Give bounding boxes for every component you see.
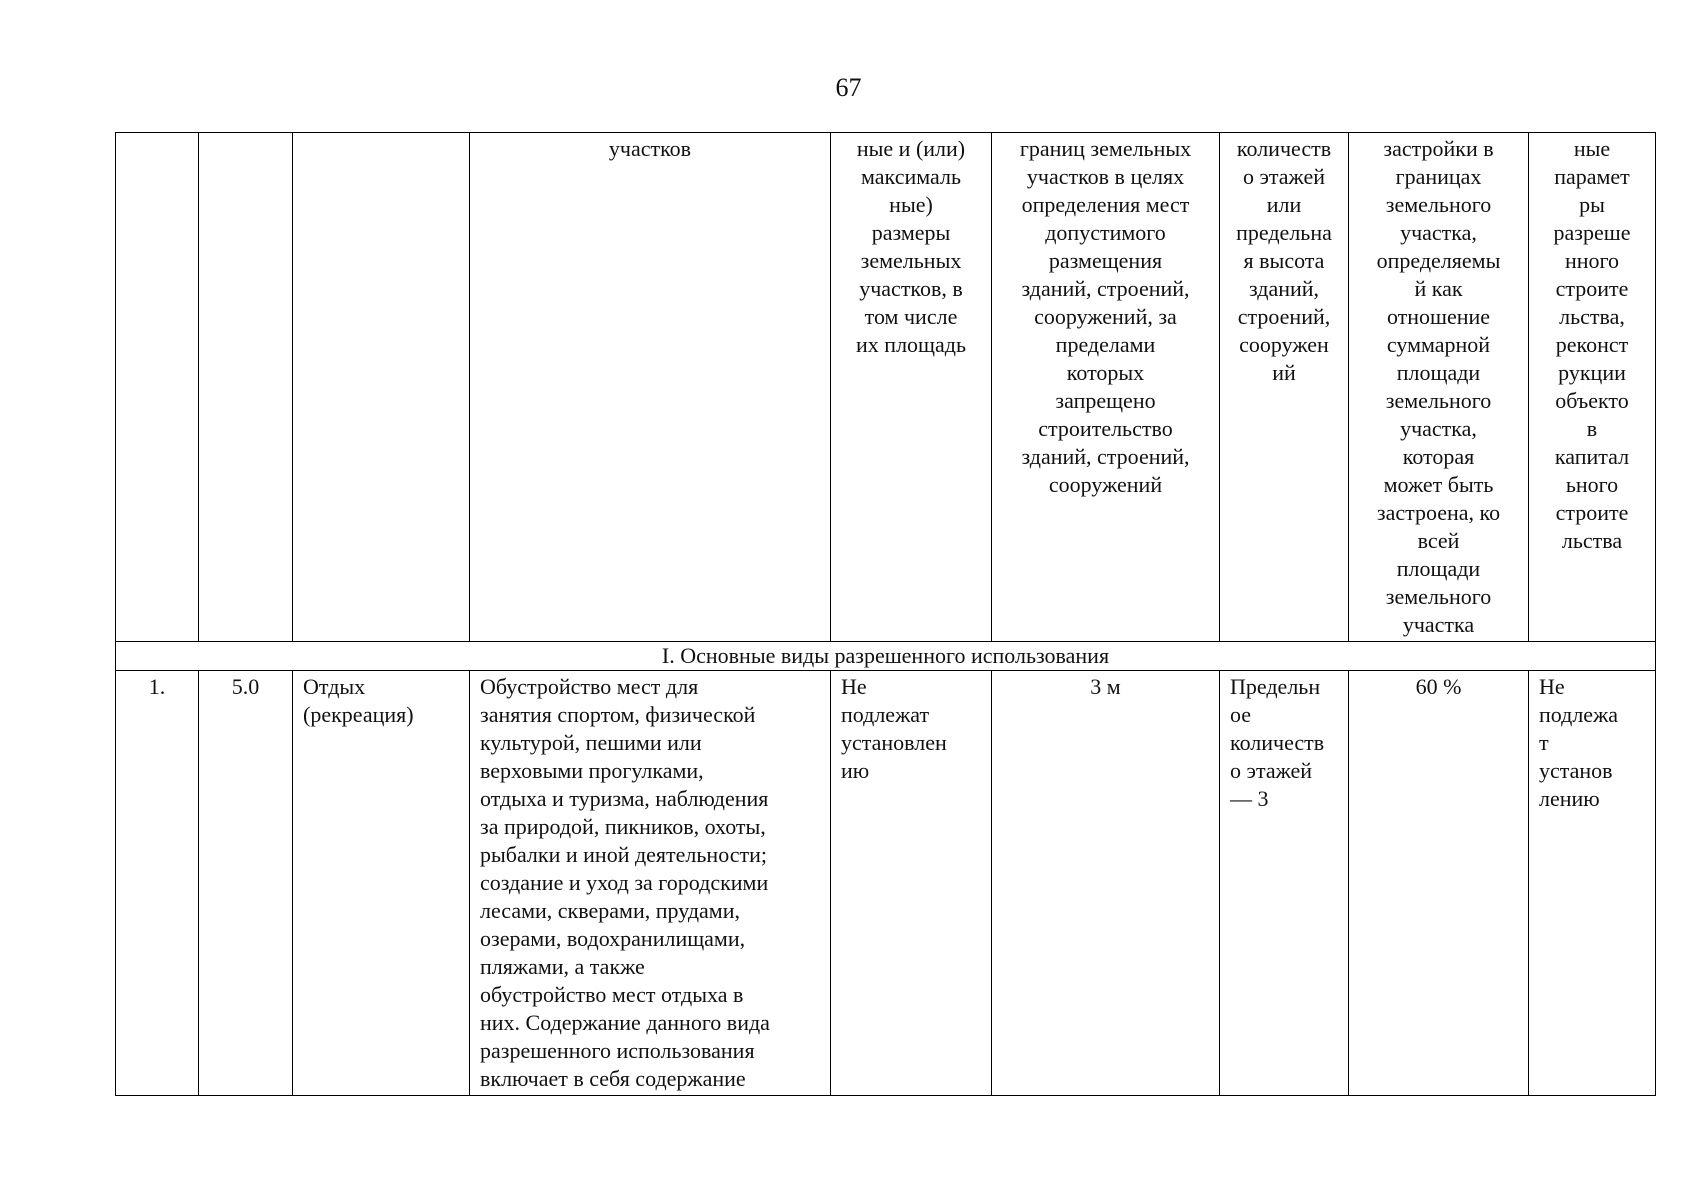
header-cell-description: участков [470, 133, 831, 642]
page-number: 67 [835, 73, 862, 102]
row-floors: Предельн ое количеств о этажей — 3 [1220, 671, 1349, 1096]
header-cell-floors: количеств о этажей или предельна я высота зданий, строений, сооружен ий [1220, 133, 1349, 642]
row-plot-size: Не подлежат установлен ию [831, 671, 992, 1096]
header-cell-code [199, 133, 293, 642]
land-use-table [115, 132, 1656, 1096]
table-row [116, 671, 1656, 1096]
row-name: Отдых (рекреация) [293, 671, 470, 1096]
section-row [116, 642, 1656, 671]
table-header-row [116, 133, 1656, 642]
header-cell-setback: границ земельных участков в целях определения мест допустимого размещения зданий, строений, сооружений, за пределами которых запрещено строительство зданий, строений, сооружений [992, 133, 1220, 642]
row-description: Обустройство мест для занятия спортом, физической культурой, пешими или верховыми прогулками, отдыха и туризма, наблюдения за природой, пикников, охоты, рыбалки и иной деятельности; создание и уход за городскими лесами, скверами, прудами, озерами, водохранилищами, пляжами, а также обустройство мест отдыха в них. Содержание данного вида разрешенного использования включает в себя содержание [470, 671, 831, 1096]
header-cell-name [293, 133, 470, 642]
row-number: 1. [116, 671, 199, 1096]
row-code: 5.0 [199, 671, 293, 1096]
header-cell-other-params: ные парамет ры разреше нного строите льства, реконст рукции объекто в капитал ьного строите льства [1529, 133, 1656, 642]
header-cell-plot-size: ные и (или) максималь ные) размеры земельных участков, в том числе их площадь [831, 133, 992, 642]
row-other-params: Не подлежа т установ лению [1529, 671, 1656, 1096]
row-setback: 3 м [992, 671, 1220, 1096]
header-cell-coverage: застройки в границах земельного участка, определяемы й как отношение суммарной площади земельного участка, которая может быть застроена, ко всей площади земельного участка [1349, 133, 1529, 642]
row-coverage: 60 % [1349, 671, 1529, 1096]
header-cell-num [116, 133, 199, 642]
section-title: I. Основные виды разрешенного использования [116, 642, 1656, 671]
